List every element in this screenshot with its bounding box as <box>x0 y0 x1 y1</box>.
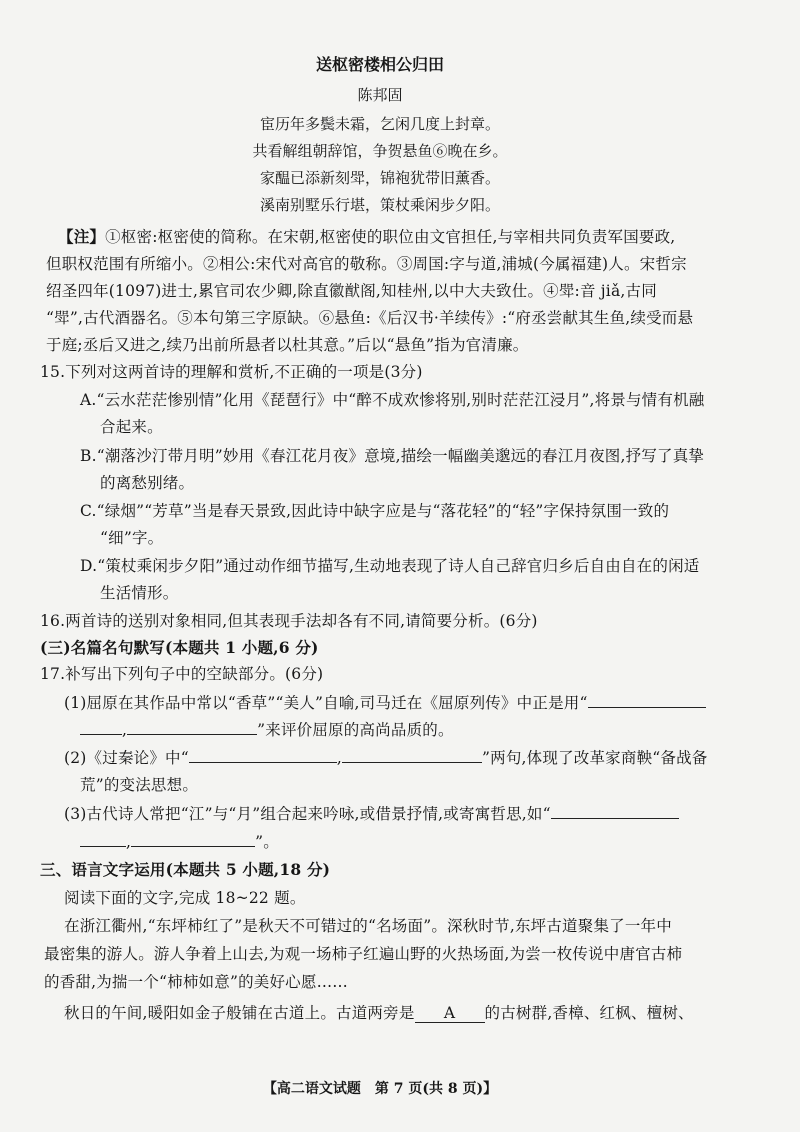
poem-line: 溪南别墅乐行堪，策杖乘闲步夕阳。 <box>259 196 500 214</box>
option-a: A.“云水茫茫惨别情”化用《琵琶行》中“醉不成欢惨将别,别时茫茫江浸月”,将景与情有机融 <box>80 391 705 409</box>
answer-blank[interactable] <box>80 720 122 735</box>
notes-line: 于庭;丞后又进之,续乃出前所悬者以杜其意。”后以“悬鱼”指为官清廉。 <box>46 336 529 354</box>
passage-line: 在浙江衢州,“东坪柿红了”是秋天不可错过的“名场面”。深秋时节,东坪古道聚集了一年中 <box>64 917 672 935</box>
option-c-cont: “细”字。 <box>100 529 164 547</box>
answer-blank[interactable] <box>551 804 679 819</box>
q17-item-1-text-end: ”来评价屈原的高尚品质的。 <box>257 721 454 739</box>
poem-line: 共看解组朝辞馆，争贺悬鱼⑥晚在乡。 <box>252 142 508 160</box>
question-17: 17.补写出下列句子中的空缺部分。(6分) <box>40 665 324 683</box>
poem-title: 送枢密楼相公归田 <box>315 55 444 74</box>
option-c: C.“绿烟”“芳草”当是春天景致,因此诗中缺字应是与“落花轻”的“轻”字保持氛围一致的 <box>80 502 670 520</box>
notes-line: 但职权范围有所缩小。②相公:宋代对高官的敬称。③周国:字与道,浦城(今属福建)人。宋哲宗 <box>46 255 687 273</box>
answer-blank[interactable] <box>127 720 257 735</box>
answer-blank[interactable] <box>80 832 126 847</box>
q17-item-1 <box>64 691 706 713</box>
answer-blank[interactable] <box>342 748 482 763</box>
section-heading-recitation: (三)名篇名句默写(本题共 1 小题,6 分) <box>40 638 319 657</box>
notes-text: ①枢密:枢密使的简称。在宋朝,枢密使的职位由文官担任,与宰相共同负责军国要政, <box>105 228 676 246</box>
passage-line: 最密集的游人。游人争着上山去,为观一场柿子红遍山野的火热场面,为尝一枚传说中唐官古柿 <box>44 945 683 963</box>
q17-item-3-text: (3)古代诗人常把“江”与“月”组合起来吟咏,或借景抒情,或寄寓哲思,如“ <box>64 805 551 823</box>
q17-item-3-cont: , ”。 <box>80 830 279 852</box>
option-b-cont: 的离愁别绪。 <box>100 474 195 492</box>
answer-blank[interactable] <box>588 693 706 708</box>
passage-line: 的香甜,为揣一个“柿柿如意”的美好心愿…… <box>44 973 348 991</box>
poem-author: 陈邦固 <box>357 86 403 104</box>
question-15-stem: 15.下列对这两首诗的理解和赏析,不正确的一项是(3分) <box>40 363 423 381</box>
notes-label: 【注】 <box>58 227 106 246</box>
q17-item-1-text: (1)屈原在其作品中常以“香草”“美人”自喻,司马迁在《屈原列传》中正是用“ <box>64 694 588 712</box>
reading-instruction: 阅读下面的文字,完成 18~22 题。 <box>64 889 306 907</box>
option-a-cont: 合起来。 <box>100 418 163 436</box>
option-d: D.“策杖乘闲步夕阳”通过动作细节描写,生动地表现了诗人自己辞官归乡后自由自在的闲适 <box>80 557 700 575</box>
notes-line: 绍圣四年(1097)进士,累官司农少卿,除直徽猷阁,知桂州,以中大夫致仕。④斝:音 jiǎ,古同 <box>46 282 657 300</box>
q17-item-2-text-mid: ”两句,体现了改革家商鞅“备战备 <box>482 749 708 767</box>
q17-item-2-text: (2)《过秦论》中“ <box>64 749 189 767</box>
section-heading-language: 三、语言文字运用(本题共 5 小题,18 分) <box>40 860 331 879</box>
notes-line: “斝”,古代酒器名。⑤本句第三字原缺。⑥悬鱼:《后汉书·羊续传》:“府丞尝献其生鱼,续受而悬 <box>46 309 694 327</box>
question-16: 16.两首诗的送别对象相同,但其表现手法却各有不同,请简要分析。(6分) <box>40 612 538 630</box>
q17-item-3 <box>64 802 679 824</box>
passage-text-end: 的古树群,香樟、红枫、檀树、 <box>484 1004 694 1022</box>
notes-line <box>58 225 675 247</box>
passage-text: 秋日的午间,暖阳如金子般铺在古道上。古道两旁是 <box>64 1004 415 1022</box>
fill-blank-a[interactable]: A <box>415 1004 485 1023</box>
q17-item-2-cont: 荒”的变法思想。 <box>80 776 199 794</box>
q17-item-1-cont: , ”来评价屈原的高尚品质的。 <box>80 718 454 740</box>
page-footer: 【高二语文试题 第 7 页(共 8 页)】 <box>262 1081 498 1097</box>
answer-blank[interactable] <box>189 748 337 763</box>
answer-blank[interactable] <box>131 832 255 847</box>
passage-line <box>64 1001 694 1023</box>
q17-item-3-text-end: ”。 <box>255 833 279 851</box>
poem-line: 宦历年多鬓未霜，乞闲几度上封章。 <box>259 115 500 133</box>
q17-item-2: (2)《过秦论》中“ , ”两句,体现了改革家商鞅“备战备 <box>64 749 708 767</box>
option-b: B.“潮落沙汀带月明”妙用《春江花月夜》意境,描绘一幅幽美邈远的春江月夜图,抒写了真挚 <box>80 447 705 465</box>
poem-line: 家醖已添新刻斝，锦袍犹带旧薰香。 <box>259 169 500 187</box>
option-d-cont: 生活情形。 <box>100 584 179 602</box>
